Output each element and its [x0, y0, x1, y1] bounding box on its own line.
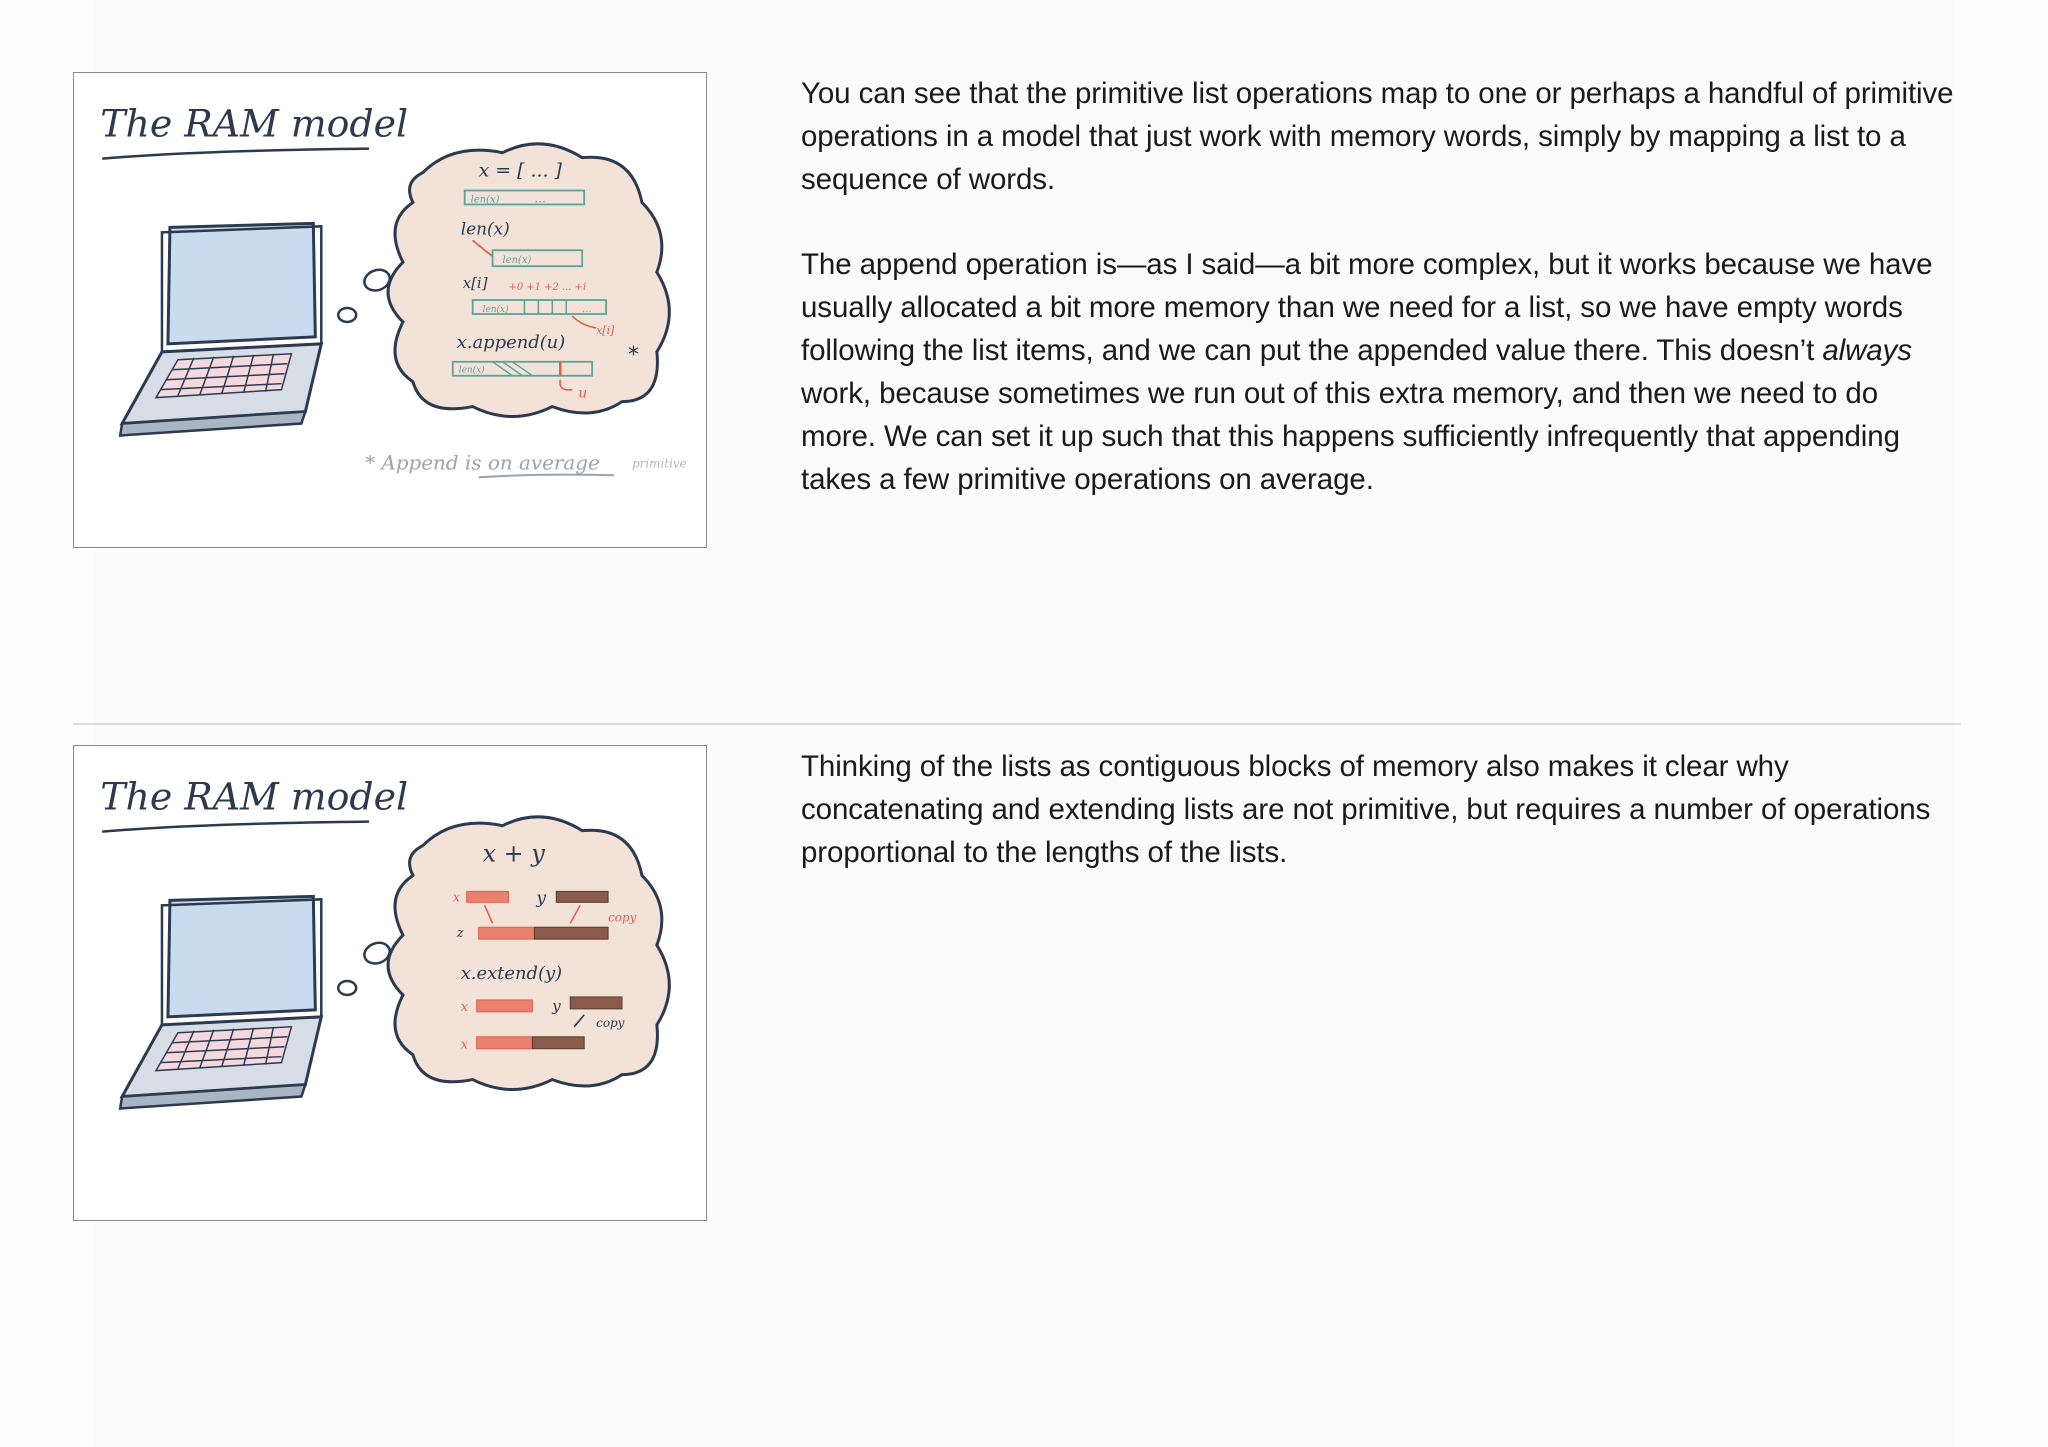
laptop-icon [120, 223, 321, 435]
label-x-1: x [452, 890, 461, 906]
section-divider [73, 723, 1961, 725]
star-mark: * [627, 342, 639, 368]
memory-cell-label-2: len(x) [502, 255, 532, 267]
cloud-line-1: x + y [482, 839, 545, 868]
thought-bubble-small-2 [338, 308, 356, 322]
cloud-line-3: x[i] [462, 274, 488, 293]
u-label: u [578, 385, 588, 402]
block-x-3-head [477, 1037, 533, 1049]
emphasis-always: always [1822, 334, 1912, 367]
memory-dots-1: ... [534, 191, 546, 206]
label-y-1: y [536, 887, 546, 908]
offset-labels: +0 +1 +2 ... +i [508, 282, 587, 294]
block-x-3-tail [532, 1037, 584, 1049]
slide-1-drawing [74, 73, 706, 547]
block-x-1 [467, 891, 509, 902]
memory-cell-label-4: len(x) [458, 365, 485, 376]
label-y-2: y [552, 996, 561, 1015]
xi-label: x[i] [596, 323, 615, 337]
slide-image-2 [73, 745, 707, 1221]
label-z: z [456, 926, 464, 942]
copy-label-1: copy [608, 910, 637, 925]
footnote-tail: primitive [631, 456, 687, 471]
block-z-x [479, 927, 535, 939]
memory-cell-label-3: len(x) [482, 304, 509, 315]
slide-title: The RAM model [100, 101, 409, 146]
block-x-2 [477, 1000, 533, 1012]
block-y-2 [570, 997, 622, 1009]
notes-text-2 [801, 745, 1961, 916]
paragraph-1: You can see that the primitive list operations map to one or perhaps a handful of primitive operations in a model that just work with memory words, simply by mapping a list to a sequence of words. [801, 77, 1954, 196]
block-z-y [534, 927, 608, 939]
title-underline [102, 149, 369, 159]
title-underline [102, 822, 369, 832]
slide-image-1 [73, 72, 707, 548]
copy-label-2: copy [596, 1015, 625, 1030]
paragraph-2-start: The append operation is—as I said—a bit more complex, but it works because we have usually allocated a bit more memory than we need for a list, so we have empty words following the list items, and we can put the appended value there. This doesn’t [801, 248, 1933, 367]
slide-2-drawing [74, 746, 706, 1220]
slide-title: The RAM model [100, 774, 409, 819]
memory-cell-label-1: len(x) [470, 194, 500, 206]
cloud-line-4: x.append(u) [456, 331, 566, 353]
paragraph-2-end: work, because sometimes we run out of this extra memory, and then we need to do more. We can set it up such that this happens sufficiently infrequently that appending takes a few primitive operations on average. [801, 377, 1900, 496]
label-x-2: x [460, 999, 468, 1015]
label-x-3: x [460, 1037, 468, 1053]
block-y-1 [556, 891, 608, 902]
paragraph-1: Thinking of the lists as contiguous blocks of memory also makes it clear why concatenating and extending lists are not primitive, but requires a number of operations proportional to the lengths of the lists. [801, 750, 1931, 869]
footnote-underline [479, 475, 614, 478]
cloud-line-2: x.extend(y) [460, 963, 563, 985]
notes-text-1 [801, 72, 1961, 543]
laptop-icon [120, 896, 321, 1108]
paragraph-2 [801, 243, 1961, 501]
cloud-line-2: len(x) [460, 218, 510, 239]
thought-bubble-small-2 [338, 981, 356, 995]
cloud-line-1: x = [ ... ] [478, 159, 562, 182]
memory-dots-3: ... [582, 303, 592, 315]
footnote-text: * Append is on average [365, 451, 600, 475]
